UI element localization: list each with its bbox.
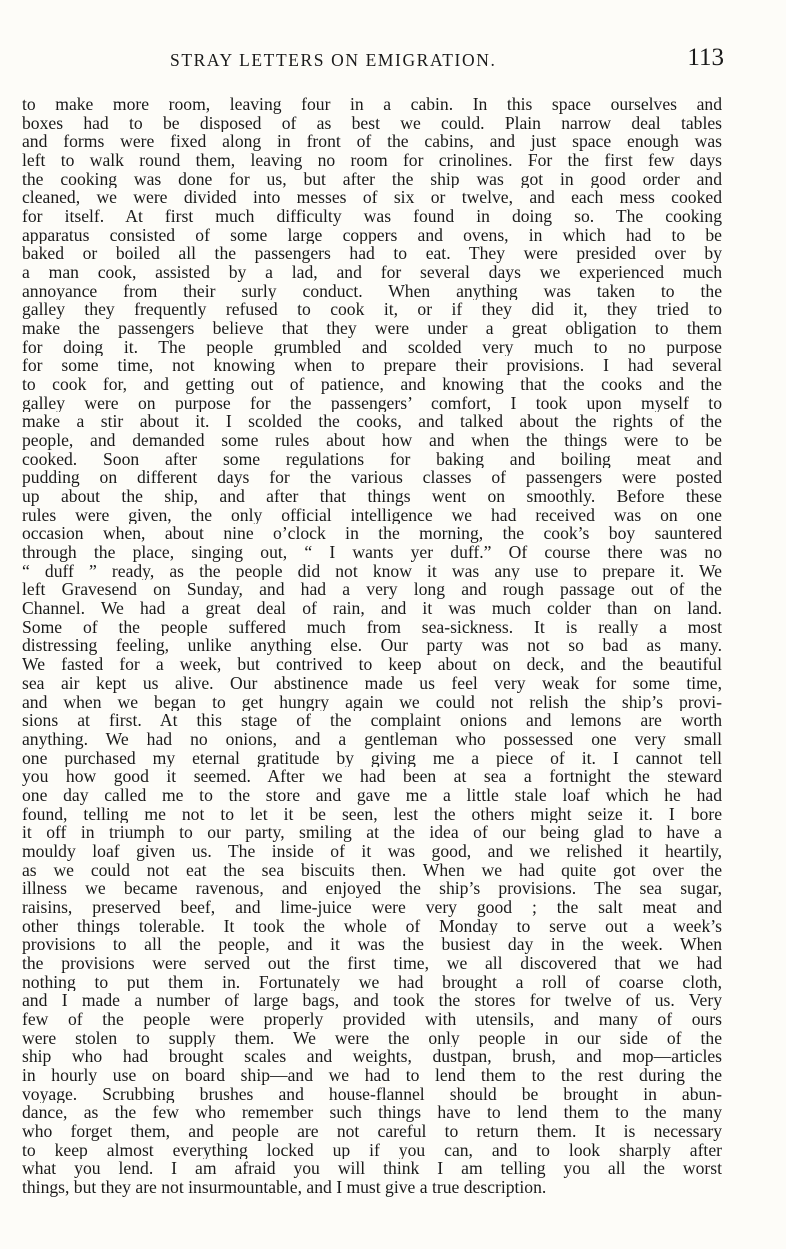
text-line: a man cook, assisted by a lad, and for several days we experienced much [22, 263, 722, 282]
text-line: cooked. Soon after some regulations for baking and boiling meat and [22, 449, 722, 469]
text-line: through the place, singing out, “ I wants yer duff.” Of course there was no [22, 543, 722, 562]
text-line: for itself. At first much difficulty was found in doing so. The cooking [22, 207, 722, 226]
text-line: to keep almost everything locked up if you can, and to look sharply after [22, 1140, 722, 1160]
text-line: to make more room, leaving four in a cabin. In this space ourselves and [22, 95, 722, 114]
text-line: nothing to put them in. Fortunately we had brought a roll of coarse cloth, [22, 972, 722, 992]
text-line: galley they frequently refused to cook it, or if they did it, they tried to [22, 300, 722, 320]
text-line: galley were on purpose for the passengers’ comfort, I took upon myself to [22, 393, 722, 413]
text-line: for some time, not knowing when to prepare their provisions. I had several [22, 356, 722, 376]
text-line: Some of the people suffered much from sea-sickness. It is really a most [22, 617, 722, 637]
text-line: other things tolerable. It took the whole of Monday to serve out a week’s [22, 916, 722, 936]
running-head [24, 44, 724, 80]
text-line: the cooking was done for us, but after the ship was got in good order and [22, 169, 722, 189]
text-line: occasion when, about nine o’clock in the morning, the cook’s boy sauntered [22, 524, 722, 544]
page-number: 113 [687, 44, 724, 71]
text-line: make the passengers believe that they were under a great obligation to them [22, 319, 722, 338]
text-line: one purchased my eternal gratitude by giving me a piece of it. I cannot tell [22, 748, 722, 768]
body-text [22, 95, 722, 1197]
text-line: things, but they are not insurmountable, and I must give a true description. [22, 1177, 547, 1197]
text-line: boxes had to be disposed of as best we could. Plain narrow deal tables [22, 113, 722, 133]
text-line: and I made a number of large bags, and took the stores for twelve of us. Very [22, 991, 722, 1010]
text-line: “ duff ” ready, as the people did not know it was any use to prepare it. We [22, 561, 722, 581]
text-line: sea air kept us alive. Our abstinence made us feel very weak for some time, [22, 673, 722, 693]
text-line: it off in triumph to our party, smiling at the idea of our being glad to have a [22, 823, 722, 842]
text-line: baked or boiled all the passengers had to eat. They were presided over by [22, 244, 722, 264]
text-line: left Gravesend on Sunday, and had a very long and rough passage out of the [22, 580, 722, 600]
text-line: left to walk round them, leaving no room for crinolines. For the first few days [22, 151, 722, 170]
text-line: up about the ship, and after that things went on smoothly. Before these [22, 487, 722, 506]
text-line: the provisions were served out the first time, we all discovered that we had [22, 953, 722, 973]
text-line: pudding on different days for the various classes of passengers were posted [22, 468, 722, 488]
text-line: one day called me to the store and gave me a little stale loaf which he had [22, 785, 722, 805]
text-line: Channel. We had a great deal of rain, and it was much colder than on land. [22, 599, 722, 618]
text-line: illness we became ravenous, and enjoyed the ship’s provisions. The sea sugar, [22, 879, 722, 898]
text-line: cleaned, we were divided into messes of six or twelve, and each mess cooked [22, 188, 722, 208]
text-line: anything. We had no onions, and a gentleman who possessed one very small [22, 729, 722, 749]
text-line: who forget them, and people are not careful to return them. It is necessary [22, 1121, 722, 1141]
text-line: apparatus consisted of some large coppers and ovens, in which had to be [22, 225, 722, 245]
text-line: in hourly use on board ship—and we had to lend them to the rest during the [22, 1065, 722, 1085]
text-line: annoyance from their surly conduct. When anything was taken to the [22, 281, 722, 301]
text-line: sions at first. At this stage of the complaint onions and lemons are worth [22, 711, 722, 730]
text-line: mouldy loaf given us. The inside of it was good, and we relished it heartily, [22, 841, 722, 861]
text-line: were stolen to supply them. We were the only people in our side of the [22, 1028, 722, 1048]
text-line: and when we began to get hungry again we could not relish the ship’s provi- [22, 692, 722, 712]
text-line: you how good it seemed. After we had been at sea a fortnight the steward [22, 767, 722, 786]
text-line: raisins, preserved beef, and lime-juice were very good ; the salt meat and [22, 897, 722, 917]
text-line: to cook for, and getting out of patience, and knowing that the cooks and the [22, 375, 722, 394]
text-line: provisions to all the people, and it was the busiest day in the week. When [22, 935, 722, 954]
text-line: and forms were fixed along in front of the cabins, and just space enough was [22, 132, 722, 152]
text-line: people, and demanded some rules about how and when the things were to be [22, 431, 722, 450]
text-line: dance, as the few who remember such things have to lend them to the many [22, 1103, 722, 1122]
text-line: few of the people were properly provided with utensils, and many of ours [22, 1009, 722, 1029]
text-line: voyage. Scrubbing brushes and house-flannel should be brought in abun- [22, 1084, 722, 1104]
running-head-title: STRAY LETTERS ON EMIGRATION. [170, 50, 497, 70]
text-line: as we could not eat the sea biscuits then. When we had quite got over the [22, 860, 722, 880]
text-line: rules were given, the only official intelligence we had received was on one [22, 505, 722, 525]
text-line: what you lend. I am afraid you will think I am telling you all the worst [22, 1159, 722, 1178]
text-line: We fasted for a week, but contrived to keep about on deck, and the beautiful [22, 655, 722, 674]
text-line: distressing feeling, unlike anything else. Our party was not so bad as many. [22, 636, 722, 656]
text-line: found, telling me not to let it be seen, lest the others might seize it. I bore [22, 804, 722, 824]
text-line: for doing it. The people grumbled and scolded very much to no purpose [22, 337, 722, 357]
text-line: ship who had brought scales and weights, dustpan, brush, and mop—articles [22, 1047, 722, 1066]
text-line: make a stir about it. I scolded the cooks, and talked about the rights of the [22, 412, 722, 432]
